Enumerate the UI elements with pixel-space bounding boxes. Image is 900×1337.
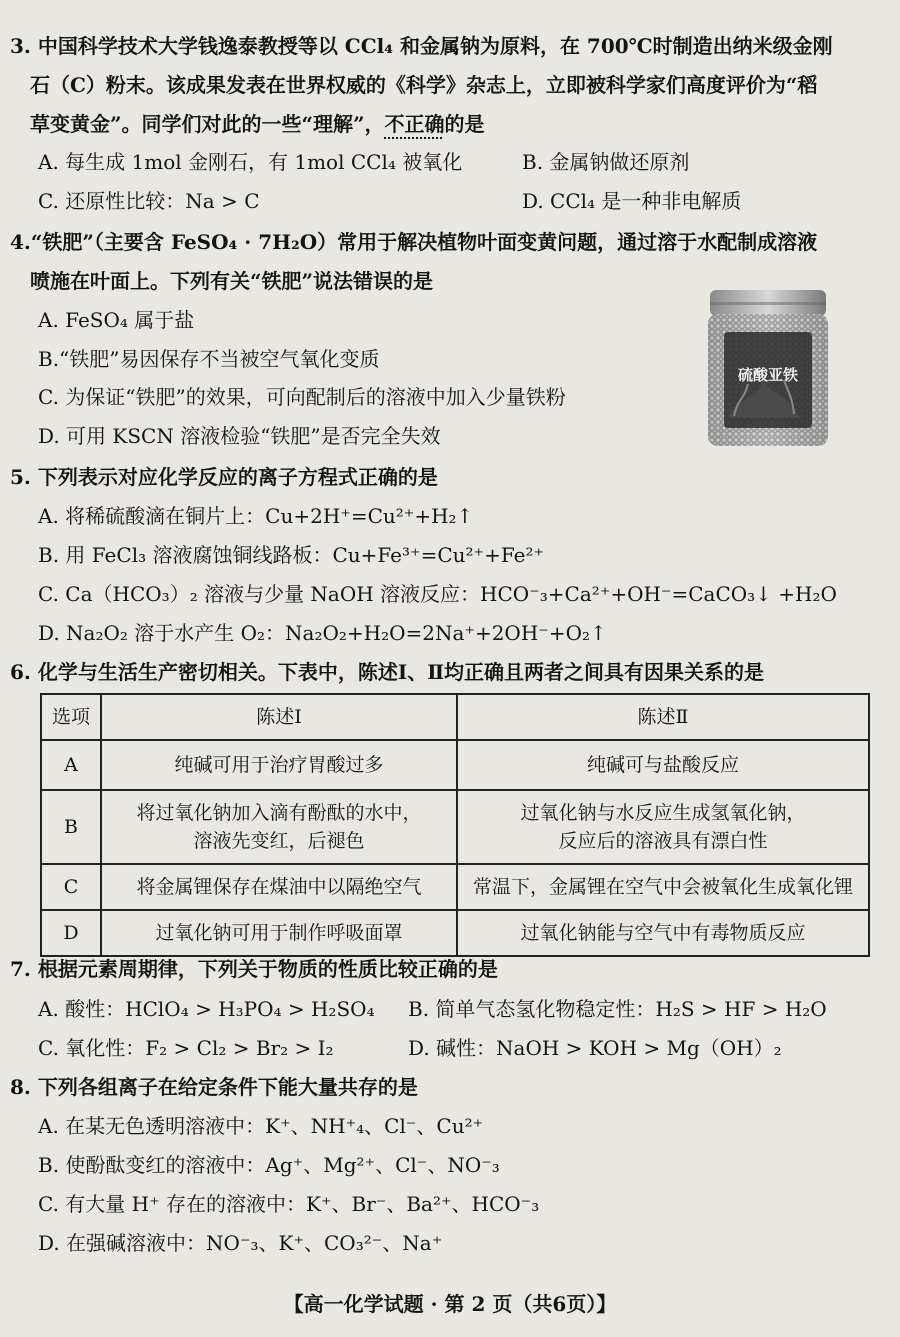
- q6-row-b-statement-1-line2: 溶液先变红，后褪色: [193, 830, 365, 852]
- q6-table-row-d: [41, 910, 869, 956]
- q3-stem-line2: 石（C）粉末。该成果发表在世界权威的《科学》杂志上，立即被科学家们高度评价为“稻: [30, 73, 818, 97]
- q6-row-d-option: D: [41, 910, 101, 956]
- q3-stem-line1: 3. 中国科学技术大学钱逸泰教授等以 CCl₄ 和金属钠为原料，在 700℃时制造出纳米级金刚: [10, 34, 833, 58]
- q7-stem: 7. 根据元素周期律，下列关于物质的性质比较正确的是: [10, 957, 498, 981]
- q5-option-a: A. 将稀硫酸滴在铜片上：Cu+2H⁺=Cu²⁺+H₂↑: [38, 504, 474, 528]
- q6-header-statement-2: 陈述Ⅱ: [457, 694, 869, 740]
- q6-table-row-b: [41, 790, 869, 864]
- q6-row-b-statement-2-line1: 过氧化钠与水反应生成氢氧化钠，: [520, 802, 806, 824]
- q6-row-d-statement-2: 过氧化钠能与空气中有毒物质反应: [457, 910, 869, 956]
- q8-option-c: C. 有大量 H⁺ 存在的溶液中：K⁺、Br⁻、Ba²⁺、HCO⁻₃: [38, 1192, 540, 1216]
- q3-option-b: B. 金属钠做还原剂: [522, 150, 690, 174]
- q5-option-c: C. Ca（HCO₃）₂ 溶液与少量 NaOH 溶液反应：HCO⁻₃+Ca²⁺+OH⁻=CaCO₃↓ +H₂O: [38, 582, 837, 606]
- q6-table-row-a: [41, 740, 869, 790]
- q6-row-a-statement-2: 纯碱可与盐酸反应: [457, 740, 869, 790]
- q6-row-b-option: B: [41, 790, 101, 864]
- q5-option-d: D. Na₂O₂ 溶于水产生 O₂：Na₂O₂+H₂O=2Na⁺+2OH⁻+O₂↑: [38, 621, 607, 645]
- q4-stem-line2: 喷施在叶面上。下列有关“铁肥”说法错误的是: [30, 269, 434, 293]
- ferrous-sulfate-jar-image: [704, 288, 832, 450]
- q6-row-a-option: A: [41, 740, 101, 790]
- q6-row-d-statement-1: 过氧化钠可用于制作呼吸面罩: [101, 910, 457, 956]
- q8-option-a: A. 在某无色透明溶液中：K⁺、NH⁺₄、Cl⁻、Cu²⁺: [38, 1114, 484, 1138]
- q3-stem-line3: [30, 109, 485, 139]
- q6-row-a-statement-1: 纯碱可用于治疗胃酸过多: [101, 740, 457, 790]
- q3-stem-line3-a: 草变黄金”。同学们对此的一些“理解”，: [30, 112, 385, 136]
- q6-row-c-statement-2: 常温下，金属锂在空气中会被氧化生成氧化锂: [457, 864, 869, 910]
- q6-table: [40, 693, 870, 957]
- q3-option-a: A. 每生成 1mol 金刚石，有 1mol CCl₄ 被氧化: [38, 150, 463, 174]
- q7-option-b: B. 简单气态氢化物稳定性：H₂S > HF > H₂O: [408, 997, 827, 1021]
- q3-emphasis-text: [385, 112, 445, 136]
- q6-row-b-statement-1: [101, 790, 457, 864]
- q6-table-row-c: [41, 864, 869, 910]
- q6-row-b-statement-2-line2: 反应后的溶液具有漂白性: [558, 830, 768, 852]
- q3-stem-line3-c: 的是: [444, 112, 485, 136]
- q6-row-c-statement-1: 将金属锂保存在煤油中以隔绝空气: [101, 864, 457, 910]
- q6-row-c-option: C: [41, 864, 101, 910]
- q6-row-b-statement-2: [457, 790, 869, 864]
- q5-stem: 5. 下列表示对应化学反应的离子方程式正确的是: [10, 465, 438, 489]
- q7-option-a: A. 酸性：HClO₄ > H₃PO₄ > H₂SO₄: [38, 997, 375, 1021]
- q4-option-d: D. 可用 KSCN 溶液检验“铁肥”是否完全失效: [38, 424, 441, 448]
- q8-option-d: D. 在强碱溶液中：NO⁻₃、K⁺、CO₃²⁻、Na⁺: [38, 1231, 443, 1255]
- q6-row-b-statement-1-line1: 将过氧化钠加入滴有酚酞的水中，: [136, 802, 422, 824]
- page-footer: 【高一化学试题 · 第 2 页（共6页）】: [283, 1292, 617, 1316]
- q7-option-c: C. 氧化性：F₂ > Cl₂ > Br₂ > I₂: [38, 1036, 334, 1060]
- q5-option-b: B. 用 FeCl₃ 溶液腐蚀铜线路板：Cu+Fe³⁺=Cu²⁺+Fe²⁺: [38, 543, 545, 567]
- q6-table-header-row: [41, 694, 869, 740]
- q4-option-b: B.“铁肥”易因保存不当被空气氧化变质: [38, 347, 380, 371]
- q4-option-a: A. FeSO₄ 属于盐: [38, 308, 195, 332]
- jar-label: 硫酸亚铁: [737, 366, 799, 384]
- q8-stem: 8. 下列各组离子在给定条件下能大量共存的是: [10, 1075, 418, 1099]
- q3-emphasis-word: 不正确: [384, 112, 445, 136]
- q6-stem: 6. 化学与生活生产密切相关。下表中，陈述Ⅰ、Ⅱ均正确且两者之间具有因果关系的是: [10, 660, 765, 684]
- q3-option-c: C. 还原性比较：Na > C: [38, 189, 260, 213]
- q7-option-d: D. 碱性：NaOH > KOH > Mg（OH）₂: [408, 1036, 782, 1060]
- q6-header-option: 选项: [41, 694, 101, 740]
- q4-stem-line1: 4.“铁肥”（主要含 FeSO₄ · 7H₂O）常用于解决植物叶面变黄问题，通过溶于水配制成溶液: [10, 230, 818, 254]
- q3-option-d: D. CCl₄ 是一种非电解质: [522, 189, 742, 213]
- q4-option-c: C. 为保证“铁肥”的效果，可向配制后的溶液中加入少量铁粉: [38, 385, 566, 409]
- q6-header-statement-1: 陈述Ⅰ: [101, 694, 457, 740]
- q8-option-b: B. 使酚酞变红的溶液中：Ag⁺、Mg²⁺、Cl⁻、NO⁻₃: [38, 1153, 500, 1177]
